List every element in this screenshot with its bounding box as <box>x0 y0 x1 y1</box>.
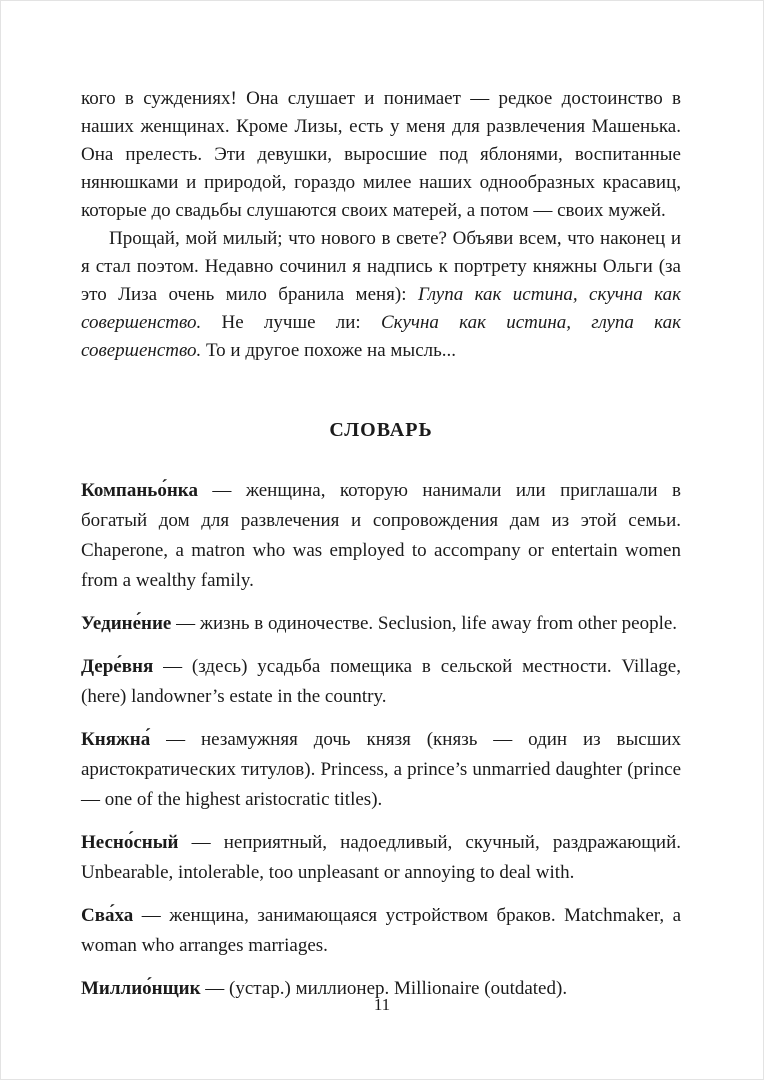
vocabulary-section <box>81 476 681 1004</box>
vocab-entry <box>81 609 681 639</box>
vocab-entry <box>81 828 681 888</box>
vocab-term: Дере́вня <box>81 656 154 677</box>
page-content <box>81 85 681 1017</box>
vocab-entry <box>81 725 681 815</box>
vocab-definition: — (устар.) миллионер. Millionaire (outdated). <box>200 978 568 999</box>
vocab-definition: — (здесь) усадьба помещика в сельской местности. Village, (here) landowner’s estate in the country. <box>81 656 681 707</box>
paragraph-segment: Не лучше ли: <box>201 312 381 333</box>
vocab-term: Княжна́ <box>81 729 151 750</box>
paragraph-segment: Прощай, мой милый; что нового в свете? Объяви всем, что наконец и я стал поэтом. Недавно сочинил я надпись к портрету княжны Ольги (за это Лиза очень мило бранила меня): <box>81 228 681 305</box>
vocab-term: Компаньо́нка <box>81 480 198 501</box>
paragraph-segment-italic: Скучна как истина, глупа как совершенство. <box>81 312 681 361</box>
vocab-entry <box>81 476 681 596</box>
paragraph-text: кого в суждениях! Она слушает и понимает — редкое достоинство в наших женщинах. Кроме Лизы, есть у меня для развлечения Машенька. Она прелесть. Эти девушки, выросшие под яблонями, воспитанные нянюшками и природой, гораздо милее наших однообразных красавиц, которые до свадьбы слушаются своих матерей, а потом — своих мужей. <box>81 88 681 221</box>
body-paragraph-1 <box>81 85 681 225</box>
vocab-definition: — неприятный, надоедливый, скучный, раздражающий. Unbearable, intolerable, too unpleasant or annoying to deal with. <box>81 832 681 883</box>
section-heading: СЛОВАРЬ <box>329 419 433 441</box>
vocab-term: Сва́ха <box>81 905 134 926</box>
vocab-definition: — незамужняя дочь князя (князь — один из высших аристократических титулов). Princess, a prince’s unmarried daughter (prince — one of the highest aristocratic titles). <box>81 729 681 810</box>
vocab-entry <box>81 901 681 961</box>
page-number: 11 <box>373 995 391 1014</box>
vocab-term: Уедине́ние <box>81 613 172 634</box>
vocab-definition: — женщина, занимающаяся устройством браков. Matchmaker, a woman who arranges marriages. <box>81 905 681 956</box>
body-paragraph-2 <box>81 225 681 365</box>
vocab-term: Несно́сный <box>81 832 179 853</box>
vocab-entry <box>81 652 681 712</box>
vocab-term: Миллио́нщик <box>81 978 201 999</box>
vocab-definition: — женщина, которую нанимали или приглашали в богатый дом для развлечения и сопровождения дам из этой семьи. Chaperone, a matron who was employed to accompany or entertain women from a wealthy family. <box>81 480 681 591</box>
paragraph-segment-italic: Глупа как истина, скучна как совершенство. <box>81 284 681 333</box>
paragraph-segment: То и другое похоже на мысль... <box>201 340 457 361</box>
vocab-definition: — жизнь в одиночестве. Seclusion, life away from other people. <box>171 613 678 634</box>
